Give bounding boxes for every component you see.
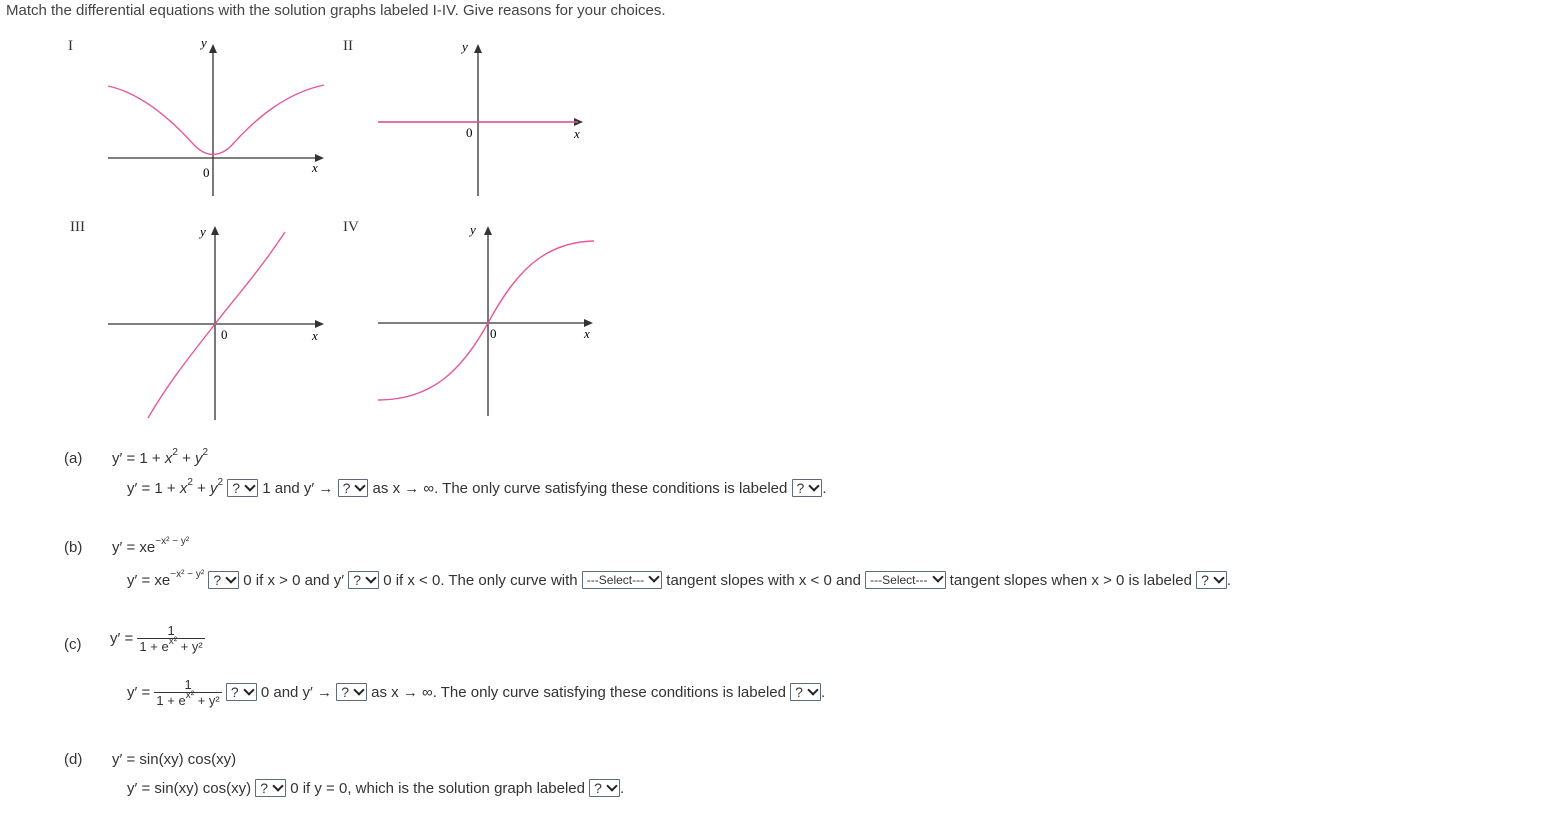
part-d-select-1[interactable]: ? [255,779,286,797]
x-axis-label: x [574,126,580,141]
part-d-label: (d) [64,751,83,768]
chevron-down-icon [809,480,820,491]
part-c-select-2[interactable]: ? [336,683,367,701]
graph-i [100,38,340,198]
part-c-select-3[interactable]: ? [790,683,821,701]
part-d-equation: y′ = sin(xy) cos(xy) [112,751,237,768]
chevron-down-icon [606,780,617,791]
instruction-text: Match the differential equations with the solution graphs labeled I-IV. Give reasons for your choices. [6,2,666,19]
part-b-select-3[interactable]: ---Select--- [582,571,662,589]
origin-label: 0 [466,125,473,140]
part-c-label: (c) [64,636,82,653]
solution-curve [108,85,324,155]
part-a-select-1[interactable]: ? [227,479,258,497]
part-a-select-3[interactable]: ? [792,479,823,497]
x-axis-label: x [312,160,318,175]
part-d-select-2[interactable]: ? [589,779,620,797]
graph-label-iv: IV [343,219,359,235]
chevron-down-icon [648,571,659,582]
x-arrow-icon [315,320,324,328]
chevron-down-icon [243,684,254,695]
y-arrow-icon [484,226,492,235]
chevron-down-icon [272,780,283,791]
origin-label: 0 [221,327,228,342]
chevron-down-icon [807,684,818,695]
chevron-down-icon [353,684,364,695]
part-c-select-1[interactable]: ? [226,683,257,701]
solution-curve [148,232,285,418]
graph-iii [100,220,340,425]
chevron-down-icon [225,572,236,583]
x-axis-label: x [584,326,590,341]
part-b-select-2[interactable]: ? [348,571,379,589]
chevron-down-icon [365,572,376,583]
graph-label-ii: II [343,38,353,54]
y-arrow-icon [209,44,217,53]
y-axis-label: y [201,38,207,50]
part-a-select-2[interactable]: ? [338,479,369,497]
part-b-label: (b) [64,539,83,556]
part-a-statement: $y' = 1 + x^2 + y^2$ ? 1 and y′ → ? as x → ∞. The only curve satisfying these conditions is labeled ? . [127,477,827,497]
origin-label: 0 [490,326,497,341]
graph-ii [372,38,592,198]
graph-iv [372,220,602,425]
part-b-select-5[interactable]: ? [1196,571,1227,589]
solution-curve [378,241,594,400]
part-c-statement: y′ = $\frac{1}{1 + e^{x^2} + y^2}$ ? 0 and y′ → ? as x → ∞. The only curve satisfying these conditions is labeled ? . [127,677,826,708]
y-axis-label: y [470,222,476,237]
part-b-select-1[interactable]: ? [208,571,239,589]
y-axis-label: y [462,39,468,54]
part-d-statement: y′ = sin(xy) cos(xy) ? 0 if y = 0, which is the solution graph labeled ? . [127,780,625,797]
part-b-select-4[interactable]: ---Select--- [865,571,945,589]
graph-label-iii: III [70,219,85,235]
part-b-statement: $y' = xe^{-x^2 - y^2}$ ? 0 if x > 0 and y′ ? 0 if x < 0. The only curve with ---Select--- tangent slopes with x < 0 and ---Select--- tangent slopes when x > 0 is labeled ? . [127,569,1232,589]
part-c-equation: y′ = $\frac{1}{1 + e^{x^2} + y^2}$ [110,623,203,654]
chevron-down-icon [932,571,943,582]
chevron-down-icon [1213,572,1224,583]
y-arrow-icon [211,226,219,235]
part-a-label: (a) [64,450,83,467]
origin-label: 0 [203,165,210,180]
x-axis-label: x [312,328,318,343]
part-a-equation: $y' = 1 + x^2 + y^2$ [112,447,209,467]
chevron-down-icon [244,480,255,491]
y-axis-label: y [200,224,206,239]
chevron-down-icon [355,480,366,491]
y-arrow-icon [474,44,482,53]
part-b-equation: $y' = xe^{-x^2 - y^2}$ [112,536,190,556]
graph-label-i: I [68,38,73,54]
